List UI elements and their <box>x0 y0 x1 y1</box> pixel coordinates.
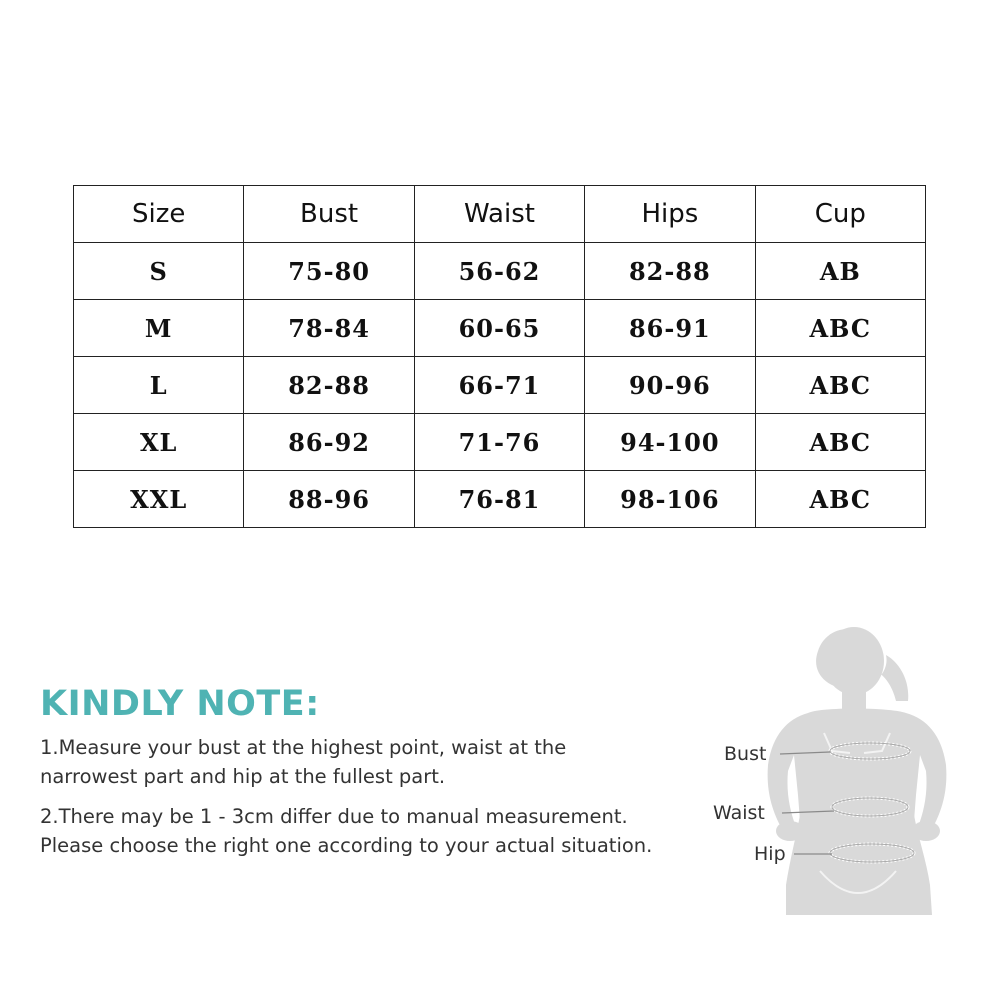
note-line-1: 1.Measure your bust at the highest point, waist at the <box>40 736 567 759</box>
cell-hips: 94-100 <box>585 414 755 471</box>
table-row <box>74 357 926 414</box>
header-cup: Cup <box>755 186 925 243</box>
cell-size: L <box>74 357 244 414</box>
cell-size: S <box>74 243 244 300</box>
cell-size: M <box>74 300 244 357</box>
header-waist: Waist <box>414 186 584 243</box>
cell-waist: 76-81 <box>414 471 584 528</box>
cell-hips: 90-96 <box>585 357 755 414</box>
cell-bust: 75-80 <box>244 243 414 300</box>
table-row <box>74 471 926 528</box>
size-chart-table <box>73 185 926 528</box>
cell-bust: 78-84 <box>244 300 414 357</box>
cell-waist: 71-76 <box>414 414 584 471</box>
cell-bust: 82-88 <box>244 357 414 414</box>
cell-waist: 60-65 <box>414 300 584 357</box>
cell-hips: 86-91 <box>585 300 755 357</box>
cell-waist: 56-62 <box>414 243 584 300</box>
note-line-2: narrowest part and hip at the fullest part. <box>40 765 446 788</box>
cell-bust: 88-96 <box>244 471 414 528</box>
cell-cup: ABC <box>755 471 925 528</box>
header-bust: Bust <box>244 186 414 243</box>
table-row <box>74 243 926 300</box>
note-line-4: Please choose the right one according to your actual situation. <box>40 834 653 857</box>
cell-hips: 98-106 <box>585 471 755 528</box>
cell-hips: 82-88 <box>585 243 755 300</box>
table-header-row <box>74 186 926 243</box>
cell-cup: ABC <box>755 357 925 414</box>
cell-cup: ABC <box>755 300 925 357</box>
cell-bust: 86-92 <box>244 414 414 471</box>
kindly-note-heading: KINDLY NOTE: <box>40 684 320 724</box>
table-row <box>74 414 926 471</box>
cell-cup: AB <box>755 243 925 300</box>
cell-size: XL <box>74 414 244 471</box>
header-hips: Hips <box>585 186 755 243</box>
cell-waist: 66-71 <box>414 357 584 414</box>
table-row <box>74 300 926 357</box>
silhouette-icon <box>700 615 980 915</box>
note-line-3: 2.There may be 1 - 3cm differ due to manual measurement. <box>40 805 628 828</box>
measurement-figure <box>700 615 980 919</box>
waist-label: Waist <box>713 802 765 824</box>
header-size: Size <box>74 186 244 243</box>
hip-label: Hip <box>754 843 786 865</box>
bust-label: Bust <box>724 743 767 765</box>
cell-cup: ABC <box>755 414 925 471</box>
cell-size: XXL <box>74 471 244 528</box>
